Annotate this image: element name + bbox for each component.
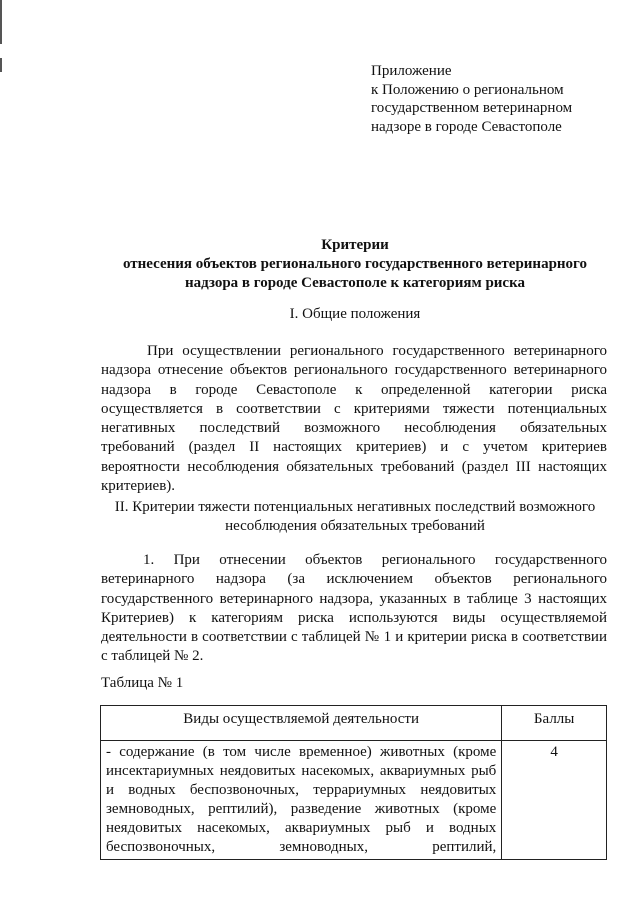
scan-edge-mark (0, 58, 2, 72)
header-activity: Виды осуществляемой деятельности (101, 706, 502, 741)
table-header-row (101, 706, 607, 741)
paragraph-line: с таблицей № 2. (101, 648, 204, 665)
section2-heading (100, 498, 610, 536)
cell-line: неядовитых насекомых, аквариумных рыб и водных (106, 820, 497, 836)
appendix-line: надзоре в городе Севастополе (371, 118, 562, 135)
section2-paragraph (101, 551, 607, 667)
section1-heading: I. Общие положения (289, 306, 421, 322)
title-line: надзора в городе Севастополе к категориям риска (184, 275, 526, 291)
appendix-line: к Положению о региональном (371, 81, 564, 98)
paragraph-line: ветеринарного надзора (за исключением объектов регионального (101, 571, 607, 588)
heading-line: II. Критерии тяжести потенциальных негативных последствий возможного (114, 499, 596, 515)
heading-line: несоблюдения обязательных требований (225, 518, 485, 534)
paragraph-line: требований (раздел II настоящих критериев) и с учетом критериев (101, 439, 607, 456)
paragraph-line: надзора отнесение объектов регионального государственного ветеринарного (101, 362, 607, 379)
paragraph-line: вероятности несоблюдения обязательных требований (раздел III настоящих (101, 458, 607, 475)
paragraph-line: государственного ветеринарного надзора, указанных в таблице 3 настоящих (101, 590, 607, 607)
table-caption: Таблица № 1 (101, 675, 184, 691)
title-line: Критерии (321, 237, 389, 253)
cell-line: земноводных, рептилий), разведение животных (кроме (106, 801, 497, 817)
paragraph-line: осуществляется в соответствии с критериями тяжести потенциальных (101, 400, 607, 417)
appendix-line: государственном ветеринарном (371, 100, 573, 116)
title-line: отнесения объектов регионального государственного ветеринарного (122, 256, 587, 272)
appendix-note (371, 62, 611, 136)
table-row (101, 741, 607, 860)
paragraph-line: Критериев) к категориям риска используются виды осуществляемой (101, 609, 607, 626)
points-cell: 4 (502, 741, 607, 860)
scan-edge-mark (0, 0, 2, 44)
cell-line: инсектариумных неядовитых насекомых, аквариумных рыб (106, 763, 497, 779)
header-points: Баллы (502, 706, 607, 741)
document-title (100, 236, 610, 293)
cell-line: беспозвоночных, земноводных, рептилий, (106, 839, 497, 855)
cell-line: - содержание (в том числе временное) животных (кроме (106, 744, 497, 760)
section1-paragraph (101, 342, 607, 496)
cell-line: и водных беспозвоночных, террариумных неядовитых (106, 782, 497, 798)
activity-table (100, 705, 607, 860)
appendix-line: Приложение (371, 63, 452, 79)
paragraph-line: При осуществлении регионального государственного ветеринарного (147, 343, 607, 359)
paragraph-line: деятельности в соответствии с таблицей № 1 и критерии риска в соответствии (101, 629, 607, 646)
paragraph-line: негативных последствий возможного несоблюдения обязательных (101, 420, 607, 437)
paragraph-line: критериев). (101, 478, 176, 495)
paragraph-line: 1. При отнесении объектов регионального государственного (143, 552, 607, 568)
activity-cell (101, 741, 502, 860)
paragraph-line: надзора в городе Севастополе к определенной категории риска (101, 381, 607, 398)
